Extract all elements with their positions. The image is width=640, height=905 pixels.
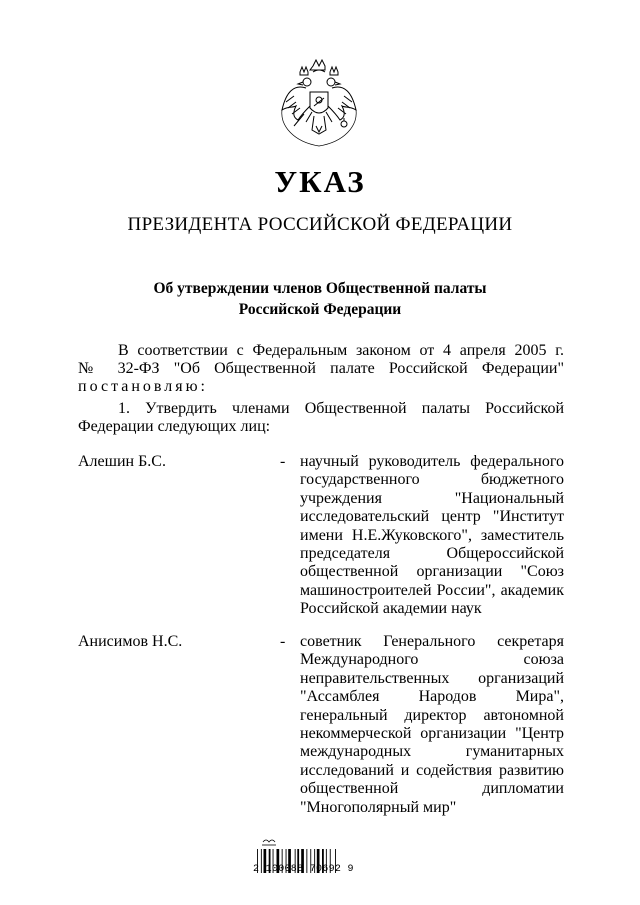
member-dash: - [280, 633, 286, 650]
member-description-line: советник Генерального секретаря [300, 633, 564, 650]
member-description-line: государственного бюджетного [300, 471, 564, 489]
barcode-icon [253, 826, 365, 886]
member-description-line: генеральный директор автономной [300, 706, 564, 724]
member-description-line: международных гуманитарных [300, 743, 564, 761]
member-description-line: общественной организации "Союз [300, 563, 564, 581]
preamble [78, 342, 564, 396]
barcode-number: 2 100088 70692 9 [253, 864, 354, 875]
member-description-line: общественной дипломатии [300, 780, 564, 798]
member-description-line: Международного союза [300, 651, 564, 669]
coat-of-arms-icon [276, 56, 362, 148]
member-description-line: Российской академии наук [300, 600, 482, 618]
member-description-line: учреждения "Национальный [300, 489, 564, 507]
preamble-line: В соответствии с Федеральным законом от 4 апреля 2005 г. [118, 342, 564, 359]
member-description-line: "Многополярный мир" [300, 798, 457, 816]
member-description-line: некоммерческой организации "Центр [300, 724, 564, 742]
preamble-line: № 32-ФЗ "Об Общественной палате Российской Федерации" [78, 360, 564, 377]
member-description-line: исследований и содействия развитию [300, 761, 564, 779]
member-description-line: председателя Общероссийской [300, 544, 564, 562]
member-description-line: неправительственных организаций [300, 669, 564, 687]
decree-heading [0, 278, 640, 320]
item-1 [78, 400, 564, 436]
decree-heading-line: Российской Федерации [238, 301, 402, 318]
member-dash: - [280, 453, 286, 470]
member-description [300, 633, 564, 817]
document-subtitle: ПРЕЗИДЕНТА РОССИЙСКОЙ ФЕДЕРАЦИИ [127, 214, 513, 235]
preamble-line: постановляю: [78, 378, 208, 395]
member-description-line: машиностроителей России", академик [300, 581, 564, 599]
member-description-line: исследовательский центр "Институт [300, 508, 564, 526]
member-description-line: научный руководитель федерального [300, 453, 564, 470]
member-name: Алешин Б.С. [78, 453, 166, 470]
member-description [300, 453, 564, 619]
member-description-line: "Ассамблея Народов Мира", [300, 688, 564, 706]
item-1-line: Федерации следующих лиц: [78, 418, 271, 435]
item-1-line: 1. Утвердить членами Общественной палаты Российской [118, 400, 564, 417]
decree-heading-line: Об утверждении членов Общественной палаты [153, 280, 487, 297]
document-title: УКАЗ [274, 164, 366, 199]
member-description-line: имени Н.Е.Жуковского", заместитель [300, 526, 564, 544]
member-name: Анисимов Н.С. [78, 633, 183, 650]
